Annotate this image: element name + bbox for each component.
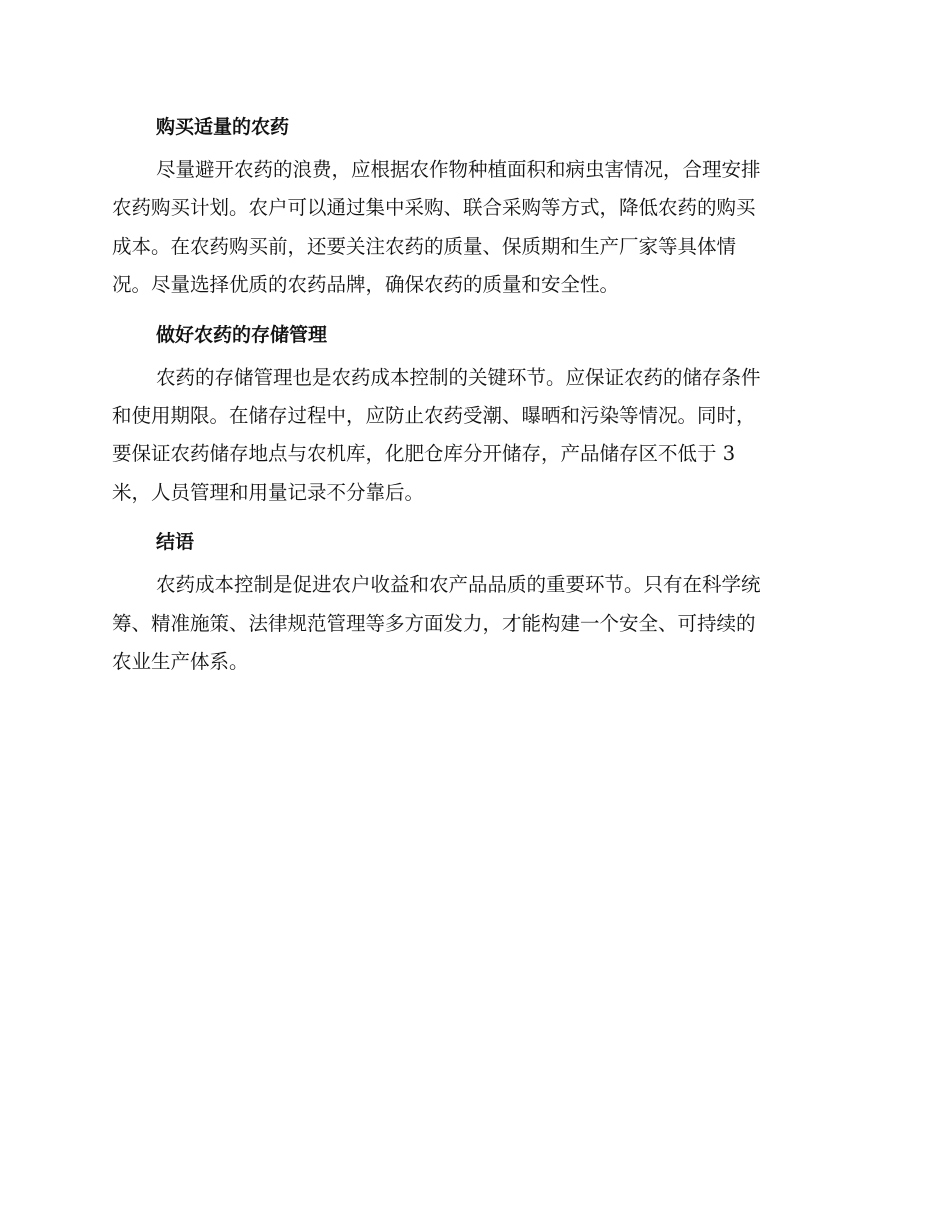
paragraph-line: 农药购买计划。农户可以通过集中采购、联合采购等方式，降低农药的购买 xyxy=(112,196,756,220)
section-heading: 购买适量的农药 xyxy=(156,116,290,138)
paragraph-line: 尽量避开农药的浪费，应根据农作物种植面积和病虫害情况，合理安排 xyxy=(156,158,761,181)
section-heading: 结语 xyxy=(156,531,195,554)
section-purchase xyxy=(112,108,832,305)
paragraph-line: 和使用期限。在储存过程中，应防止农药受潮、曝晒和污染等情况。同时， xyxy=(112,404,756,428)
paragraph-line: 农药成本控制是促进农户收益和农产品品质的重要环节。只有在科学统 xyxy=(156,573,761,597)
paragraph-line: 成本。在农药购买前，还要关注农药的质量、保质期和生产厂家等具体情 xyxy=(112,234,737,258)
section-paragraph xyxy=(112,566,832,681)
section-paragraph xyxy=(112,151,832,305)
paragraph-line: 农药的存储管理也是农药成本控制的关键环节。应保证农药的储存条件 xyxy=(156,365,761,389)
paragraph-line: 米，人员管理和用量记录不分靠后。 xyxy=(112,480,425,504)
document-page xyxy=(112,108,832,692)
section-paragraph xyxy=(112,359,832,513)
paragraph-line: 要保证农药储存地点与农机库，化肥仓库分开储存，产品储存区不低于 3 xyxy=(112,442,736,466)
paragraph-line: 况。尽量选择优质的农药品牌，确保农药的质量和安全性。 xyxy=(112,273,620,297)
section-heading: 做好农药的存储管理 xyxy=(156,323,328,346)
paragraph-line: 筹、精准施策、法律规范管理等多方面发力，才能构建一个安全、可持续的 xyxy=(112,611,756,635)
section-conclusion xyxy=(112,523,832,681)
section-storage xyxy=(112,316,832,513)
paragraph-line: 农业生产体系。 xyxy=(112,650,249,674)
